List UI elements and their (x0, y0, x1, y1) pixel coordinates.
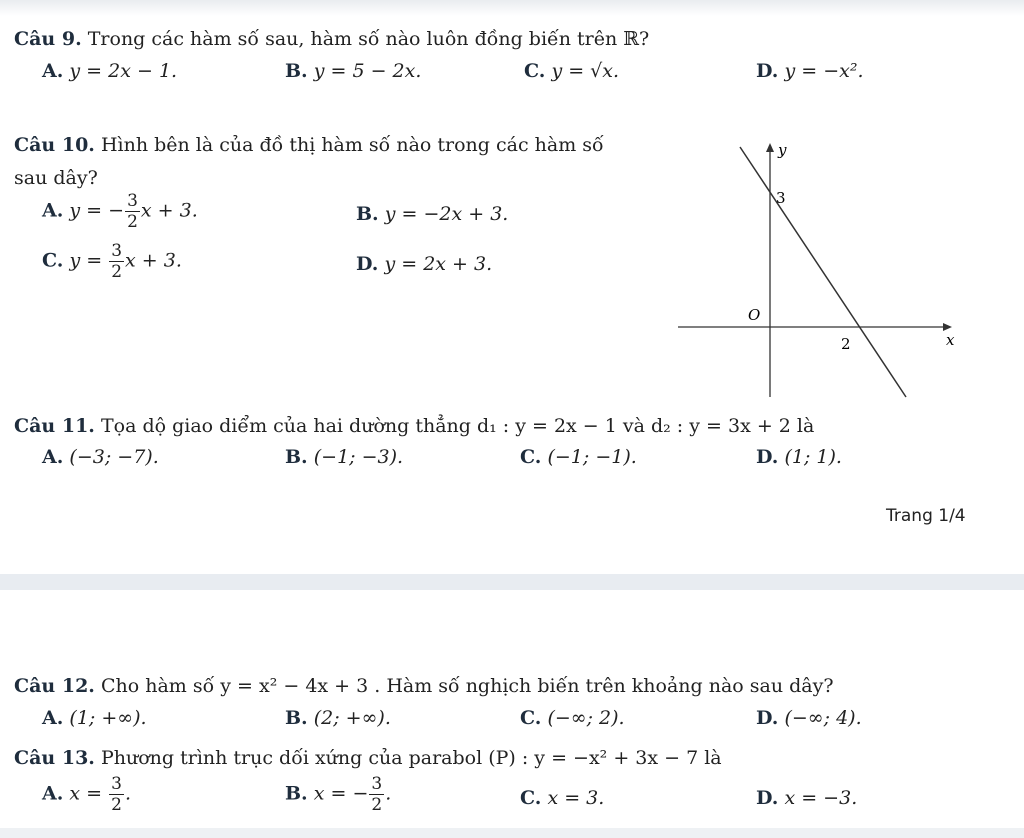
function-graph (670, 135, 970, 405)
graph-line (740, 147, 906, 397)
question-12-text: Cho hàm số y = x² − 4x + 3 . Hàm số nghịch biến trên khoảng nào sau dây? (100, 675, 834, 697)
q12-option-a[interactable]: A. (1; +∞). (42, 707, 147, 729)
fraction: $\frac{3}{2}$ (111, 774, 122, 815)
question-10-text-line1: Hình bên là của đồ thị hàm số nào trong các hàm số (100, 134, 604, 156)
q12-option-d[interactable]: D. (−∞; 4). (756, 707, 862, 729)
q9-option-d[interactable]: D. y = −x². (756, 60, 864, 82)
q11-option-c[interactable]: C. (−1; −1). (520, 446, 637, 468)
q10-option-a[interactable]: A. y = − $\frac{3}{2}$ x + 3. (42, 191, 198, 232)
question-9-text: Trong các hàm số sau, hàm số nào luôn đồng biến trên ℝ? (87, 28, 650, 50)
question-12-label: Câu 12. (14, 675, 95, 697)
q10-option-d[interactable]: D. y = 2x + 3. (356, 253, 493, 275)
question-13-text: Phương trình trục dối xứng của parabol (P) : y = −x² + 3x − 7 là (100, 747, 722, 769)
question-13 (14, 746, 722, 770)
q9-option-a[interactable]: A. y = 2x − 1. (42, 60, 178, 82)
q9-option-c[interactable]: C. y = √x. (524, 60, 620, 82)
top-divider (0, 0, 1024, 16)
q13-option-b[interactable]: B. x = − $\frac{3}{2}$ . (285, 774, 392, 815)
question-13-label: Câu 13. (14, 747, 95, 769)
q13-option-a[interactable]: A. x = $\frac{3}{2}$ . (42, 774, 131, 815)
y-intercept-label: 3 (776, 189, 786, 207)
q12-option-c[interactable]: C. (−∞; 2). (520, 707, 625, 729)
question-9-label: Câu 9. (14, 28, 82, 50)
x-axis-arrow-icon (943, 323, 952, 331)
q11-option-b[interactable]: B. (−1; −3). (285, 446, 404, 468)
q11-option-d[interactable]: D. (1; 1). (756, 446, 842, 468)
q10-option-b[interactable]: B. y = −2x + 3. (356, 203, 509, 225)
question-10-label: Câu 10. (14, 134, 95, 156)
bottom-divider (0, 828, 1024, 838)
q12-option-b[interactable]: B. (2; +∞). (285, 707, 391, 729)
y-axis-arrow-icon (766, 143, 774, 152)
fraction: $\frac{3}{2}$ (127, 191, 138, 232)
question-10-text-line2: sau dây? (14, 167, 98, 189)
question-12 (14, 674, 834, 698)
question-10 (14, 133, 604, 157)
x-intercept-label: 2 (841, 335, 851, 353)
question-11 (14, 414, 814, 438)
q10-option-c[interactable]: C. y = $\frac{3}{2}$ x + 3. (42, 241, 182, 282)
question-11-label: Câu 11. (14, 415, 95, 437)
x-axis-label: x (946, 331, 955, 349)
q9-option-b[interactable]: B. y = 5 − 2x. (285, 60, 422, 82)
fraction: $\frac{3}{2}$ (111, 241, 123, 282)
origin-label: O (748, 306, 761, 324)
q13-option-d[interactable]: D. x = −3. (756, 787, 858, 809)
fraction: $\frac{3}{2}$ (371, 774, 383, 815)
page-break (0, 574, 1024, 590)
q11-option-a[interactable]: A. (−3; −7). (42, 446, 159, 468)
y-axis-label: y (778, 141, 787, 159)
q13-option-c[interactable]: C. x = 3. (520, 787, 605, 809)
question-11-text: Tọa dộ giao diểm của hai dường thẳng d₁ : y = 2x − 1 và d₂ : y = 3x + 2 là (100, 415, 815, 437)
question-9 (14, 27, 649, 51)
page-number: Trang 1/4 (886, 506, 966, 526)
